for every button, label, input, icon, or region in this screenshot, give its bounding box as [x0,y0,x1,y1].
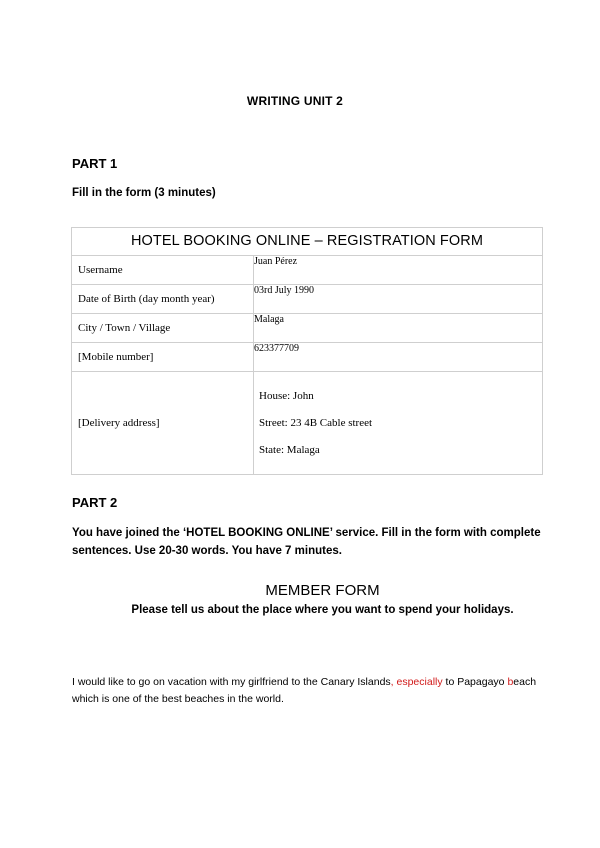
form-title: HOTEL BOOKING ONLINE – REGISTRATION FORM [72,228,543,256]
form-row-city [72,314,543,343]
part2-heading: PART 2 [72,495,118,510]
address-house: House: John [259,390,314,402]
part1-instruction: Fill in the form (3 minutes) [72,187,216,199]
member-form-subtitle: Please tell us about the place where you want to spend your holidays. [131,604,514,616]
address-field[interactable] [254,372,543,475]
city-label: City / Town / Village [72,314,254,343]
answer-part-e: each [513,676,537,688]
answer-highlight-especially: , especially [390,676,443,688]
dob-label: Date of Birth (day month year) [72,285,254,314]
address-state: State: Malaga [259,444,320,456]
part1-heading: PART 1 [72,156,118,171]
form-row-address [72,372,543,475]
address-label: [Delivery address] [72,372,254,475]
answer-line1 [72,674,572,691]
answer-part-a: I would like to go on vacation with my girlfriend to the Canary Islands [72,676,391,688]
registration-form-table [71,227,543,475]
form-row-mobile [72,343,543,372]
dob-field[interactable]: 03rd July 1990 [254,285,543,314]
answer-highlight-b: b [507,676,514,688]
form-row-username [72,256,543,285]
answer-part-c: to Papagayo [442,676,508,688]
mobile-label: [Mobile number] [72,343,254,372]
part2-instruction-line2: sentences. Use 20-30 words. You have 7 minutes. [72,545,342,557]
username-field[interactable]: Juan Pérez [254,256,543,285]
city-field[interactable]: Malaga [254,314,543,343]
answer-text[interactable] [72,674,572,708]
address-street: Street: 23 4B Cable street [259,417,373,429]
page-title: WRITING UNIT 2 [246,94,344,108]
mobile-field[interactable]: 623377709 [254,343,543,372]
part2-instruction-line1: You have joined the ‘HOTEL BOOKING ONLINE’ service. Fill in the form with complete [72,527,541,539]
answer-line2: which is one of the best beaches in the world. [72,693,284,705]
username-label: Username [72,256,254,285]
form-row-dob [72,285,543,314]
member-form-title: MEMBER FORM [265,582,380,599]
